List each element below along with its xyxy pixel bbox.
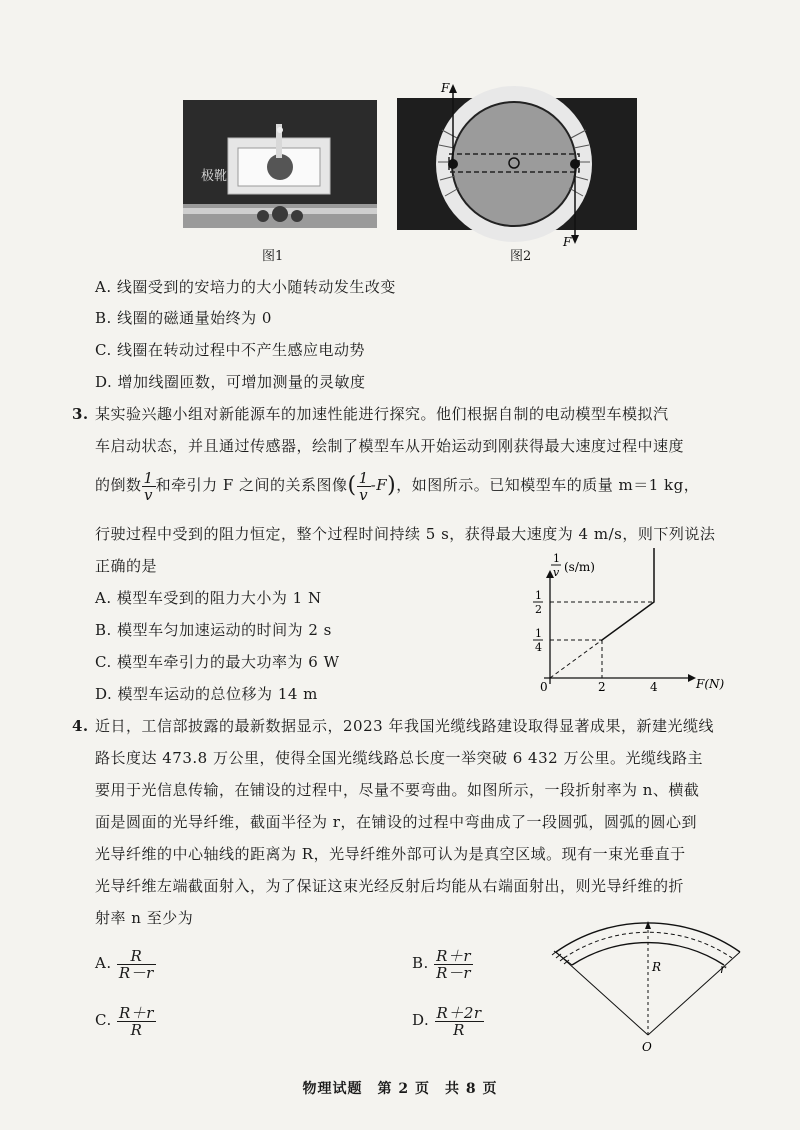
y-label-num: 1 (553, 552, 560, 565)
q4-option-a: A. $\frac{R}{R-r}$ (95, 946, 154, 982)
y-tick-den-1: 2 (535, 603, 542, 616)
right-radius-line (648, 952, 740, 1035)
galvanometer-photo-drawing (183, 100, 377, 228)
y-label-unit: (s/m) (564, 560, 595, 574)
origin-dashed-extension (550, 640, 602, 678)
O-label: O (642, 1040, 652, 1054)
q3-line-4: 行驶过程中受到的阻力恒定，整个过程时间持续 5 s，获得最大速度为 4 m/s，则下列说法 (95, 525, 716, 543)
q2-option-c: C. 线圈在转动过程中不产生感应电动势 (95, 341, 366, 359)
x-axis-arrow (688, 674, 696, 682)
series-line (602, 548, 654, 640)
q2-option-b: B. 线圈的磁通量始终为 0 (95, 309, 272, 327)
y-tick-den-0: 4 (535, 641, 542, 654)
q3-line-3: 的倒数 $\frac{1}{v}$ 和牵引力 F 之间的关系图像( $\frac{1}{v}$ -F)，如图所示。已知模型车的质量 m＝1 kg， (95, 468, 700, 504)
q4-option-c: C. $\frac{R+r}{R}$ (95, 1003, 154, 1039)
q4-line-6: 光导纤维左端截面射入，为了保证这束光经反射后均能从右端面射出，则光导纤维的折 (95, 877, 685, 895)
q4-line-1: 近日，工信部披露的最新数据显示，2023 年我国光缆线路建设取得显著成果，新建光缆线 (95, 717, 714, 735)
figure-2-diagram (397, 80, 637, 250)
pole-shoe-label: 极靴 (201, 169, 228, 184)
q3-option-a: A. 模型车受到的阻力大小为 1 N (95, 589, 322, 607)
q3-option-b: B. 模型车匀加速运动的时间为 2 s (95, 621, 332, 639)
r-label: r (720, 962, 726, 976)
x-tick-label-4: 4 (650, 680, 658, 694)
q2-option-d: D. 增加线圈匝数，可增加测量的灵敏度 (95, 373, 366, 391)
y-tick-num-0: 1 (535, 627, 542, 640)
optical-fiber-diagram (548, 905, 748, 1055)
q4-number: 4. (72, 717, 89, 735)
q4-option-b: B. $\frac{R+r}{R-r}$ (412, 946, 472, 982)
R-arrow (645, 921, 651, 929)
q3-line-5: 正确的是 (95, 557, 158, 575)
x-tick-label-2: 2 (598, 680, 606, 694)
force-label-bottom: F (563, 235, 572, 249)
figure-2-caption: 图2 (510, 249, 532, 264)
q3-line-1: 某实验兴趣小组对新能源车的加速性能进行探究。他们根据自制的电动模型车模拟汽 (95, 405, 669, 423)
q2-option-a: A. 线圈受到的安培力的大小随转动发生改变 (95, 278, 396, 296)
q4-line-4: 面是圆面的光导纤维，截面半径为 r，在铺设的过程中弯曲成了一段圆弧，圆弧的圆心到 (95, 813, 697, 831)
figure-1-caption: 图1 (262, 249, 284, 264)
left-radius-line (556, 952, 648, 1035)
q3-line-2: 车启动状态，并且通过传感器，绘制了模型车从开始运动到刚获得最大速度过程中速度 (95, 437, 685, 455)
x-axis-label: F(N) (696, 677, 725, 691)
q3-option-d: D. 模型车运动的总位移为 14 m (95, 685, 318, 703)
q3-option-c: C. 模型车牵引力的最大功率为 6 W (95, 653, 340, 671)
page-footer: 物理试题 第 2 页 共 8 页 (302, 1081, 498, 1097)
origin-label: 0 (540, 680, 548, 694)
force-label-top: F (441, 81, 450, 95)
q4-line-7: 射率 n 至少为 (95, 909, 194, 927)
y-axis-label (551, 552, 595, 579)
q3-number: 3. (72, 405, 89, 423)
q4-line-5: 光导纤维的中心轴线的距离为 R，光导纤维外部可认为是真空区域。现有一束光垂直于 (95, 845, 686, 863)
y-label-den: v (553, 566, 560, 579)
figure-1-photo (183, 100, 377, 228)
y-tick-num-1: 1 (535, 589, 542, 602)
q4-line-2: 路长度达 473.8 万公里，使得全国光缆线路总长度一举突破 6 432 万公里。光缆线路主 (95, 749, 703, 767)
R-label: R (652, 960, 662, 974)
q3-graph (520, 548, 740, 698)
q4-option-d: D. $\frac{R+2r}{R}$ (412, 1003, 482, 1039)
q4-line-3: 要用于光信息传输，在铺设的过程中，尽量不要弯曲。如图所示，一段折射率为 n、横截 (95, 781, 700, 799)
reciprocal-v-fraction: $\frac{1}{v}$ (143, 468, 154, 504)
